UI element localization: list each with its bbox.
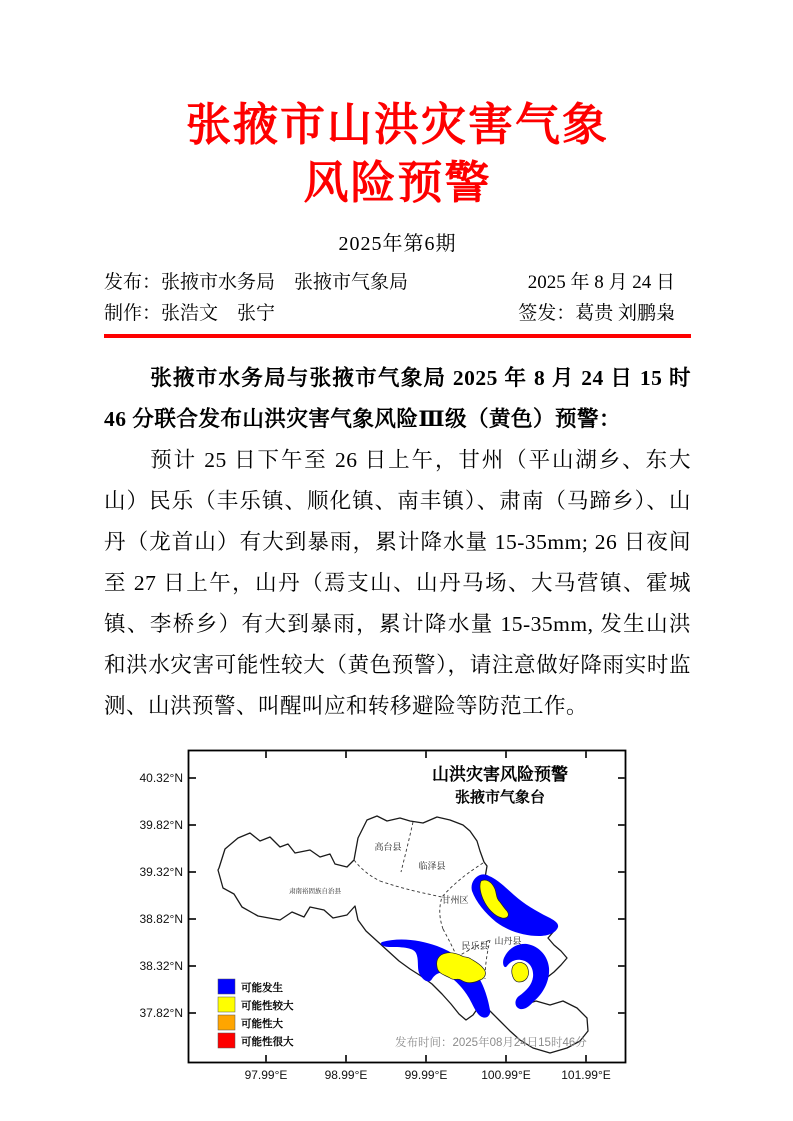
document-title <box>104 0 691 212</box>
x-tick-label: 97.99°E <box>244 1068 288 1082</box>
signer-label: 签发：葛贵 刘鹏枭 <box>518 303 675 324</box>
meta-block <box>104 267 691 329</box>
publish-date: 2025 年 8 月 24 日 <box>527 272 675 293</box>
risk-map-svg <box>126 740 638 1092</box>
y-tick-label: 38.82°N <box>139 912 183 926</box>
red-divider <box>104 334 691 338</box>
document-title-line1: 张掖市山洪灾害气象 <box>185 100 609 150</box>
document-title-line2: 风险预警 <box>303 158 492 208</box>
legend-label-high: 可能性大 <box>241 1018 283 1030</box>
producer-label: 制作：张浩文 张宁 <box>104 303 276 324</box>
publisher-row <box>104 267 691 298</box>
county-label-linze: 临泽县 <box>418 861 446 871</box>
publisher-label: 发布：张掖市水务局 张掖市气象局 <box>104 272 409 293</box>
x-tick-label: 98.99°E <box>324 1068 368 1082</box>
warning-lead-paragraph: 张掖市水务局与张掖市气象局 2025 年 8 月 24 日 15 时 46 分联合发布山洪灾害气象风险Ⅲ级（黄色）预警： <box>104 366 691 431</box>
county-label-sunan: 肃南裕固族自治县 <box>289 888 341 895</box>
map-subtitle: 张掖市气象台 <box>454 790 546 806</box>
county-label-minle: 民乐县 <box>461 941 489 951</box>
county-label-ganzhou: 甘州区 <box>441 895 469 905</box>
y-tick-label: 37.82°N <box>139 1006 183 1020</box>
county-label-shandan: 山丹县 <box>494 936 522 946</box>
map-title: 山洪灾害风险预警 <box>432 765 568 784</box>
x-tick-label: 99.99°E <box>404 1068 448 1082</box>
issue-number: 2025年第6期 <box>338 233 457 255</box>
county-label-gaotai: 高台县 <box>374 842 402 852</box>
legend-swatch-possible <box>218 979 235 994</box>
risk-map-figure <box>126 740 638 1092</box>
issue-time-note: 发布时间：2025年08月24日15时46分 <box>395 1037 587 1049</box>
legend-label-likely: 可能性较大 <box>241 1000 294 1012</box>
y-tick-label: 39.32°N <box>139 865 183 879</box>
x-tick-label: 101.99°E <box>561 1068 611 1082</box>
warning-body-paragraph: 预计 25 日下午至 26 日上午，甘州（平山湖乡、东大山）民乐（丰乐镇、顺化镇、南丰镇）、肃南（马蹄乡）、山丹（龙首山）有大到暴雨，累计降水量 15-35mm; 26 日夜间至 27 日上午，山丹（焉支山、山丹马场、大马营镇、霍城镇、李桥乡）有大到暴雨，累计降水量 15-35mm, 发生山洪和洪水灾害可能性较大（黄色预警），请注意做好降雨实时监测、山洪预警、叫醒叫应和转移避险等防范工作。 <box>104 448 691 718</box>
y-tick-label: 38.32°N <box>139 959 183 973</box>
x-tick-label: 100.99°E <box>481 1068 531 1082</box>
y-tick-label: 39.82°N <box>139 818 183 832</box>
legend-label-possible: 可能发生 <box>241 982 283 994</box>
risk-area-likely-east <box>512 962 529 982</box>
legend-swatch-high <box>218 1015 235 1030</box>
producer-row <box>104 298 691 329</box>
legend-swatch-likely <box>218 997 235 1012</box>
legend-label-very-high: 可能性很大 <box>241 1036 294 1048</box>
legend-swatch-very-high <box>218 1033 235 1048</box>
y-tick-label: 40.32°N <box>139 771 183 785</box>
